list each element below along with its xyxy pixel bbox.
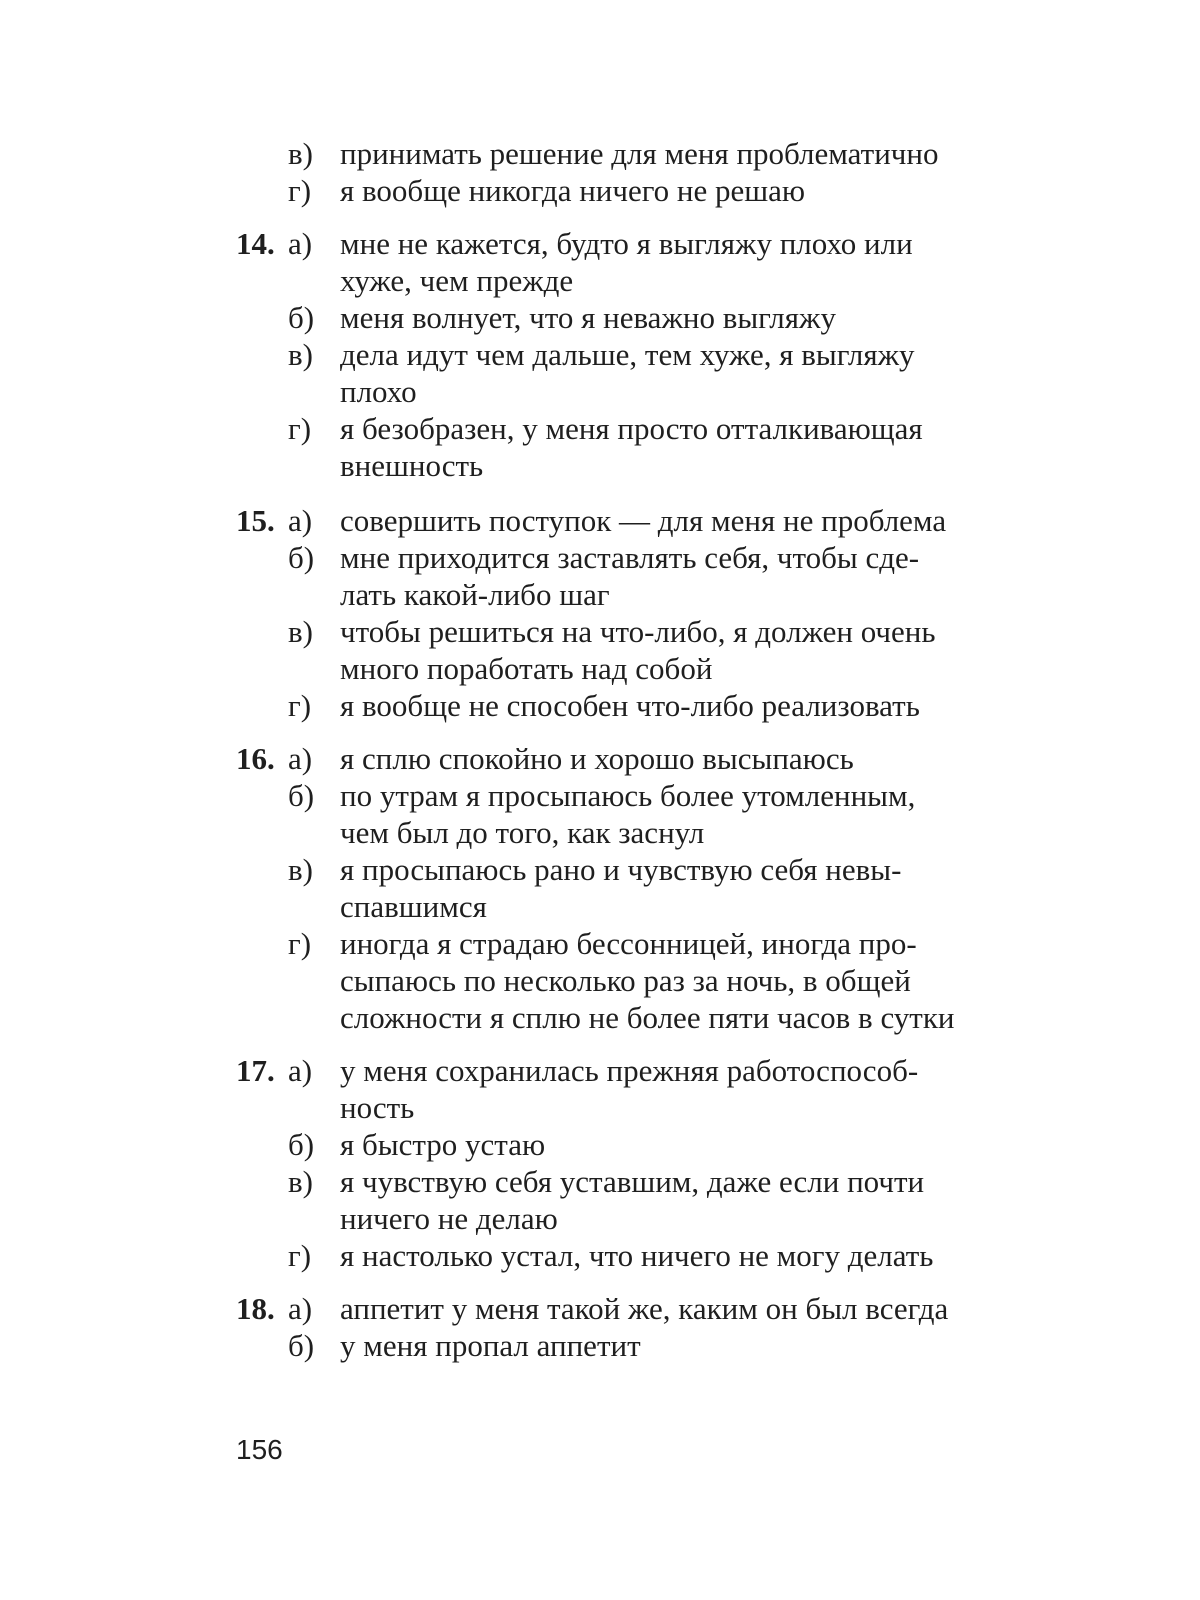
option-text-line: иногда я страдаю бессонницей, иногда про-	[340, 926, 917, 961]
option-letter: а)	[288, 1291, 313, 1326]
option-letter: б)	[288, 1127, 315, 1162]
question-number: 16.	[236, 741, 275, 776]
option-letter: а)	[288, 503, 313, 538]
option-text-line: я чувствую себя уставшим, даже если почти	[340, 1164, 925, 1199]
option-text-line: у меня пропал аппетит	[340, 1328, 641, 1363]
option-letter: а)	[288, 226, 313, 261]
option-letter: г)	[288, 411, 312, 446]
option-text-line: сложности я сплю не более пяти часов в сутки	[340, 1000, 955, 1035]
option-text-line: мне не кажется, будто я выгляжу плохо или	[340, 226, 913, 261]
option-text-line: ность	[340, 1090, 415, 1125]
question-number: 14.	[236, 226, 275, 261]
option-text-line: спавшимся	[340, 889, 487, 924]
option-text-line: по утрам я просыпаюсь более утомленным,	[340, 778, 916, 813]
option-letter: в)	[288, 614, 313, 649]
option-text-line: я просыпаюсь рано и чувствую себя невы-	[340, 852, 902, 887]
question-number: 15.	[236, 503, 275, 538]
option-text-line: аппетит у меня такой же, каким он был всегда	[340, 1291, 949, 1326]
option-text-line: сыпаюсь по несколько раз за ночь, в общей	[340, 963, 911, 998]
option-letter: а)	[288, 1053, 313, 1088]
option-text-line: чтобы решиться на что-либо, я должен очень	[340, 614, 936, 649]
option-text-line: дела идут чем дальше, тем хуже, я выгляжу	[340, 337, 915, 372]
option-text-line: я быстро устаю	[340, 1127, 546, 1162]
option-letter: г)	[288, 1238, 312, 1273]
option-text-line: у меня сохранилась прежняя работоспособ-	[340, 1053, 919, 1088]
page-number: 156	[236, 1434, 283, 1465]
option-letter: в)	[288, 1164, 313, 1199]
option-letter: б)	[288, 1328, 315, 1363]
option-text-line: я безобразен, у меня просто отталкивающая	[340, 411, 923, 446]
option-text-line: я вообще никогда ничего не решаю	[340, 173, 806, 208]
option-letter: в)	[288, 852, 313, 887]
option-letter: в)	[288, 136, 313, 171]
option-letter: в)	[288, 337, 313, 372]
option-text-line: мне приходится заставлять себя, чтобы сде-	[340, 540, 920, 575]
option-text-line: лать какой-либо шаг	[340, 577, 610, 612]
option-letter: б)	[288, 778, 315, 813]
option-text-line: я настолько устал, что ничего не могу делать	[340, 1238, 934, 1273]
option-letter: а)	[288, 741, 313, 776]
option-text-line: меня волнует, что я неважно выгляжу	[340, 300, 836, 335]
option-text-line: хуже, чем прежде	[340, 263, 574, 298]
option-letter: г)	[288, 926, 312, 961]
option-text-line: я вообще не способен что-либо реализовать	[340, 688, 920, 723]
option-letter: г)	[288, 688, 312, 723]
option-text-line: я сплю спокойно и хорошо высыпаюсь	[340, 741, 854, 776]
option-text-line: много поработать над собой	[340, 651, 713, 686]
option-letter: б)	[288, 540, 315, 575]
question-number: 18.	[236, 1291, 275, 1326]
option-text-line: принимать решение для меня проблематично	[340, 136, 939, 171]
option-text-line: плохо	[340, 374, 417, 409]
option-letter: б)	[288, 300, 315, 335]
option-text-line: ничего не делаю	[340, 1201, 558, 1236]
option-text-line: чем был до того, как заснул	[340, 815, 705, 850]
option-letter: г)	[288, 173, 312, 208]
option-text-line: внешность	[340, 448, 484, 483]
option-text-line: совершить поступок — для меня не проблема	[340, 503, 947, 538]
question-number: 17.	[236, 1053, 275, 1088]
